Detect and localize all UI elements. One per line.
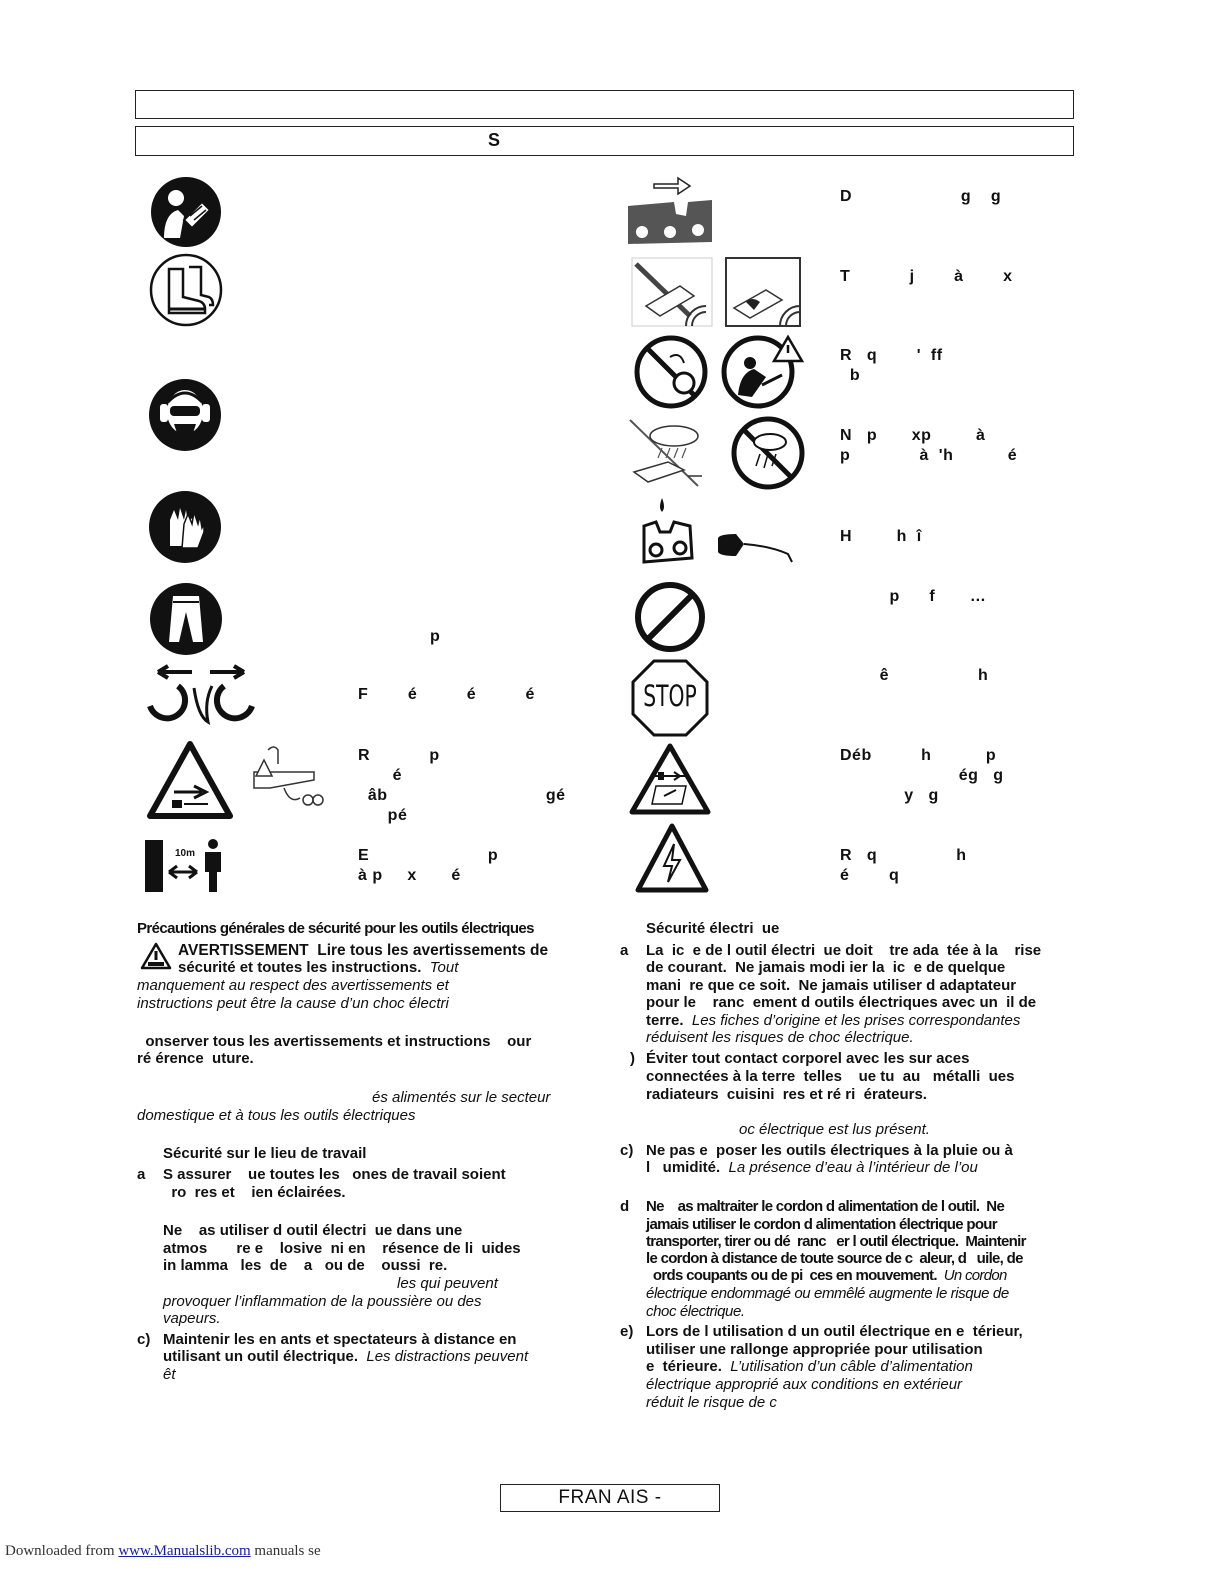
stop-sign-icon <box>631 659 709 737</box>
eye-ear-protection-icon <box>148 378 222 452</box>
r-item-a-line-6: réduisent les risques de choc électrique. <box>646 1029 914 1046</box>
r-item-a-line-1: La ic e de l outil électri ue doit tre ada tée à la rise <box>646 942 1042 959</box>
two-hands-icon <box>630 256 802 328</box>
r-item-e-line-5: réduit le risque de c <box>646 1394 777 1411</box>
item-a-line-2: ro res et ien éclairées. <box>163 1184 346 1201</box>
warning-rest-1: Lire tous les avertissements de <box>308 942 549 959</box>
unplug-warning-icon <box>150 742 326 820</box>
warning-line-2-bold: sécurité et toutes les instructions. <box>178 959 422 976</box>
r-item-d-line-5-bold: ords coupants ou de pi ces en mouvement. <box>646 1267 937 1284</box>
mains-line-1: és alimentés sur le secteur <box>372 1089 551 1106</box>
chain-direction-label: D g g <box>840 188 1002 205</box>
kickback-label-1: R q ' ff <box>840 347 943 364</box>
trousers-label: p <box>430 628 441 645</box>
no-rain-icon <box>628 416 808 490</box>
r-item-a-line-2: de courant. Ne jamais modi ier la ic e de quelque <box>646 959 1006 976</box>
download-prefix: Downloaded from <box>5 1543 119 1559</box>
item-b-line-6: vapeurs. <box>163 1310 221 1327</box>
r-item-c-line-2-bold: l umidité. <box>646 1159 721 1176</box>
header-subtitle: S <box>488 130 501 150</box>
r-item-c-label: c) <box>620 1142 634 1159</box>
page-footer-label: FRAN AIS - <box>500 1484 720 1512</box>
item-c-line-2 <box>163 1348 528 1366</box>
r-item-e-line-2: utiliser une rallonge appropriée pour utilisation <box>646 1341 983 1358</box>
header-subtitle-box <box>135 126 1074 156</box>
unplug-warning-label-1: R p <box>358 747 440 764</box>
manualslib-link[interactable]: www.Manualslib.com <box>118 1543 251 1559</box>
chain-rotation-label: F é é é <box>358 686 535 703</box>
maintenance-label-2: ég g <box>840 767 1004 784</box>
two-hands-label: T j à x <box>840 268 1013 285</box>
electric-shock-icon <box>636 822 708 894</box>
warning-word: AVERTISSEMENT <box>178 942 309 959</box>
prohibited-label: p f … <box>840 588 987 605</box>
no-rain-label-1: N p xp à <box>840 427 986 444</box>
kickback-label-2: b <box>840 367 861 384</box>
download-suffix: manuals se <box>250 1543 321 1559</box>
download-notice <box>5 1543 321 1560</box>
gloves-icon <box>148 490 222 564</box>
header-title-box <box>135 90 1074 119</box>
r-item-a-line-4: pour le ranc ement d outils électriques avec un il de <box>646 994 1037 1011</box>
no-rain-label-2: p à 'h é <box>840 447 1018 464</box>
r-item-b-label: ) <box>630 1050 635 1067</box>
r-item-b-line-4: oc électrique est lus présent. <box>739 1121 930 1138</box>
keep-instructions-2: ré érence uture. <box>137 1050 254 1067</box>
item-a-label: a <box>137 1166 146 1183</box>
r-item-e-line-3-italic: L’utilisation d’un câble d’alimentation <box>721 1358 973 1375</box>
work-area-heading: Sécurité sur le lieu de travail <box>163 1145 367 1162</box>
r-item-d-line-1: Ne as maltraiter le cordon d alimentation de l outil. Ne <box>646 1198 1005 1215</box>
unplug-warning-label-3: âb gé <box>358 787 566 804</box>
r-item-a-line-5 <box>646 1012 1020 1030</box>
r-item-e-line-3-bold: e térieure. <box>646 1358 722 1375</box>
distance-tag: 10m <box>175 848 196 859</box>
shock-label-2: é q <box>840 867 900 884</box>
r-item-e-line-4: électrique approprié aux conditions en extérieur <box>646 1376 963 1393</box>
keep-instructions-1: onserver tous les avertissements et instructions our <box>137 1033 532 1050</box>
safety-boots-icon <box>149 253 223 327</box>
r-item-d-line-5 <box>646 1267 1007 1285</box>
general-precautions-heading: Précautions générales de sécurité pour les outils électriques <box>137 920 534 937</box>
item-c-line-3: êt <box>163 1366 176 1383</box>
unplug-warning-label-2: é <box>358 767 403 784</box>
warning-line-1 <box>178 942 548 960</box>
maintenance-label-3: y g <box>840 787 939 804</box>
r-item-b-line-1: Éviter tout contact corporel avec les sur aces <box>646 1050 970 1067</box>
r-item-d-label: d <box>620 1198 630 1215</box>
item-b-line-4: les qui peuvent <box>397 1275 498 1292</box>
chain-rotation-icon <box>142 662 260 728</box>
warning-triangle-icon <box>140 942 172 970</box>
r-item-a-line-5-bold: terre. <box>646 1012 684 1029</box>
stop-sign-text: STOP <box>643 679 697 713</box>
r-item-a-label: a <box>620 942 629 959</box>
warning-line-3: manquement au respect des avertissements et <box>137 977 449 994</box>
r-item-e-line-1: Lors de l utilisation d un outil électrique en e térieur, <box>646 1323 1023 1340</box>
protective-trousers-icon <box>149 582 223 656</box>
maintenance-label-1: Déb h p <box>840 747 997 764</box>
item-b-line-3: in lamma les de a ou de oussi re. <box>163 1257 448 1274</box>
r-item-d-line-5-italic: Un cordon <box>936 1267 1007 1284</box>
unplug-before-maintenance-icon <box>628 742 712 816</box>
warning-line-2-italic: Tout <box>421 959 459 976</box>
r-item-d-line-7: choc électrique. <box>646 1303 745 1320</box>
r-item-d-line-6: électrique endommagé ou emmêlé augmente le risque de <box>646 1285 1009 1302</box>
stop-label: ê h <box>840 667 989 684</box>
read-manual-icon <box>150 176 222 248</box>
warning-line-2 <box>178 959 458 977</box>
item-b-line-2: atmos re e losive ni en résence de li uides <box>163 1240 521 1257</box>
r-item-b-line-3: radiateurs cuisini res et ré ri érateurs. <box>646 1086 927 1103</box>
item-c-line-2-bold: utilisant un outil électrique. <box>163 1348 359 1365</box>
r-item-c-line-2-italic: La présence d’eau à l’intérieur de l’ou <box>720 1159 978 1176</box>
r-item-e-line-3 <box>646 1358 973 1376</box>
electrical-safety-heading: Sécurité électri ue <box>646 920 780 937</box>
bystander-distance-icon <box>143 838 229 894</box>
kickback-warning-icon <box>634 335 804 409</box>
item-b-line-1: Ne as utiliser d outil électri ue dans une <box>163 1222 463 1239</box>
r-item-a-line-3: mani re que ce soit. Ne jamais utiliser d adaptateur <box>646 977 1017 994</box>
r-item-c-line-2 <box>646 1159 978 1177</box>
r-item-d-line-2: jamais utiliser le cordon d alimentation électrique pour <box>646 1216 997 1233</box>
chain-direction-icon <box>626 170 714 246</box>
bystander-label-1: E p <box>358 847 499 864</box>
item-b-line-5: provoquer l’inflammation de la poussière ou des <box>163 1293 482 1310</box>
unplug-warning-label-4: pé <box>358 807 408 824</box>
shock-label-1: R q h <box>840 847 967 864</box>
item-c-label: c) <box>137 1331 151 1348</box>
item-c-line-2-italic: Les distractions peuvent <box>358 1348 529 1365</box>
item-a-line-1: S assurer ue toutes les ones de travail soient <box>163 1166 506 1183</box>
bystander-label-2: à p x é <box>358 867 461 884</box>
prohibited-icon <box>634 581 706 653</box>
r-item-d-line-3: transporter, tirer ou dé ranc er l outil électrique. Maintenir <box>646 1233 1026 1250</box>
r-item-d-line-4: le cordon à distance de toute source de c aleur, d uile, de <box>646 1250 1023 1267</box>
r-item-b-line-2: connectées à la terre telles ue tu au métalli ues <box>646 1068 1015 1085</box>
item-c-line-1: Maintenir les en ants et spectateurs à distance en <box>163 1331 517 1348</box>
r-item-e-label: e) <box>620 1323 634 1340</box>
r-item-a-line-5-italic: Les fiches d’origine et les prises correspondantes <box>683 1012 1021 1029</box>
oil-chain-label: H h î <box>840 528 922 545</box>
mains-line-2: domestique et à tous les outils électriques <box>137 1107 416 1124</box>
warning-line-4: instructions peut être la cause d’un choc électri <box>137 995 449 1012</box>
r-item-c-line-1: Ne pas e poser les outils électriques à la pluie ou à <box>646 1142 1013 1159</box>
oil-chain-icon <box>640 494 796 568</box>
